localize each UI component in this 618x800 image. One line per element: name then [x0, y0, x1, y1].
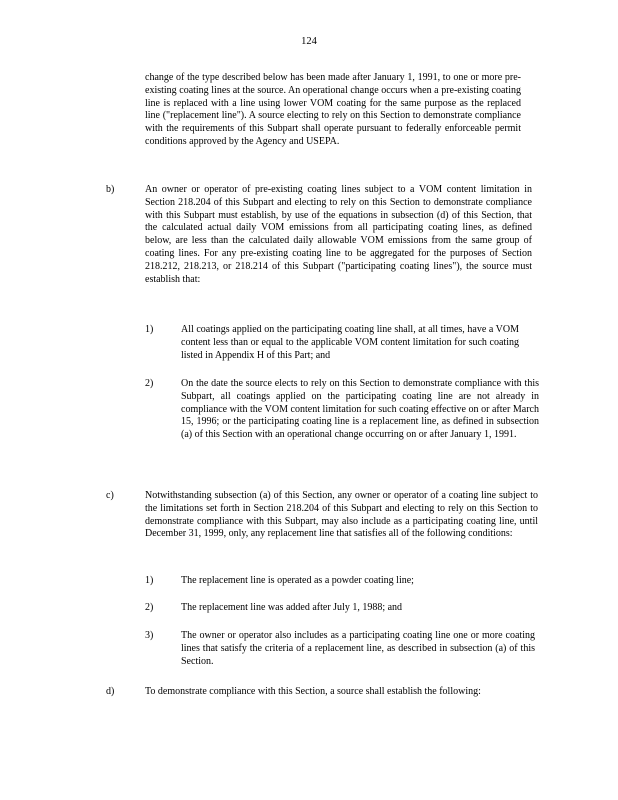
subsection-c1-text: The replacement line is operated as a powder coating line;: [181, 575, 414, 586]
subsection-b-text: An owner or operator of pre-existing coating lines subject to a VOM content limitation in Section 218.204 of this Subpart and electing to rely on this Section to demonstrate compliance with this Subpart must establish, by use of the equations in subsection (d) of this Section, that the calculated actual daily VOM emissions from all participating coating lines, as defined below, are less than the calculated daily allowable VOM emissions from the same group of coating lines. For any pre-existing coating line to be aggregated for the purposes of Section 218.212, 218.213, or 218.214 of this Subpart ("participating coating lines"), the source must establish that:: [145, 184, 532, 285]
subsection-c3-marker: 3): [145, 630, 154, 641]
subsection-c2-marker: 2): [145, 602, 154, 613]
subsection-b1-text: All coatings applied on the participating coating line shall, at all times, have a VOM content less than or equal to the applicable VOM content limitation for such coating listed in Appendix H of this Part; and: [181, 324, 519, 361]
subsection-b-marker: b): [106, 184, 115, 195]
subsection-c2-text: The replacement line was added after July 1, 1988; and: [181, 602, 403, 613]
subsection-c-text: Notwithstanding subsection (a) of this Section, any owner or operator of a coating line subject to the limitations set forth in Section 218.204 of this Subpart and electing to rely on this Section to demonstrate compliance with this Subpart, may also include as a participating coating line, until December 31, 1999, only, any replacement line that satisfies all of the following conditions:: [145, 490, 538, 540]
subsection-c-marker: c): [106, 490, 114, 501]
subsection-b1-marker: 1): [145, 324, 154, 335]
page-number: 124: [301, 36, 317, 47]
subsection-b2-marker: 2): [145, 378, 154, 389]
subsection-b2-text: On the date the source elects to rely on this Section to demonstrate compliance with this Subpart, all coatings applied on the participating coating line are not already in compliance with the VOM content limitation for such coating effective on or after March 15, 1996; or the participating coating line is a replacement line, as defined in subsection (a) of this Section with an operational change occurring on or after January 1, 1991.: [181, 378, 539, 441]
intro-paragraph: change of the type described below has been made after January 1, 1991, to one or more pre-existing coating lines at the source. An operational change occurs when a pre-existing coating line is replaced with a line using lower VOM coating for the same purpose as the replaced line ("replacement line"). A source electing to rely on this Section to demonstrate compliance with the requirements of this Subpart shall operate pursuant to federally enforceable permit conditions approved by the Agency and USEPA.: [145, 72, 521, 147]
subsection-c3-text: The owner or operator also includes as a participating coating line one or more coating lines that satisfy the criteria of a replacement line, as described in subsection (a) of this Section.: [181, 630, 535, 667]
subsection-d-text: To demonstrate compliance with this Section, a source shall establish the following:: [145, 686, 481, 697]
subsection-d-marker: d): [106, 686, 115, 697]
subsection-c1-marker: 1): [145, 575, 154, 586]
